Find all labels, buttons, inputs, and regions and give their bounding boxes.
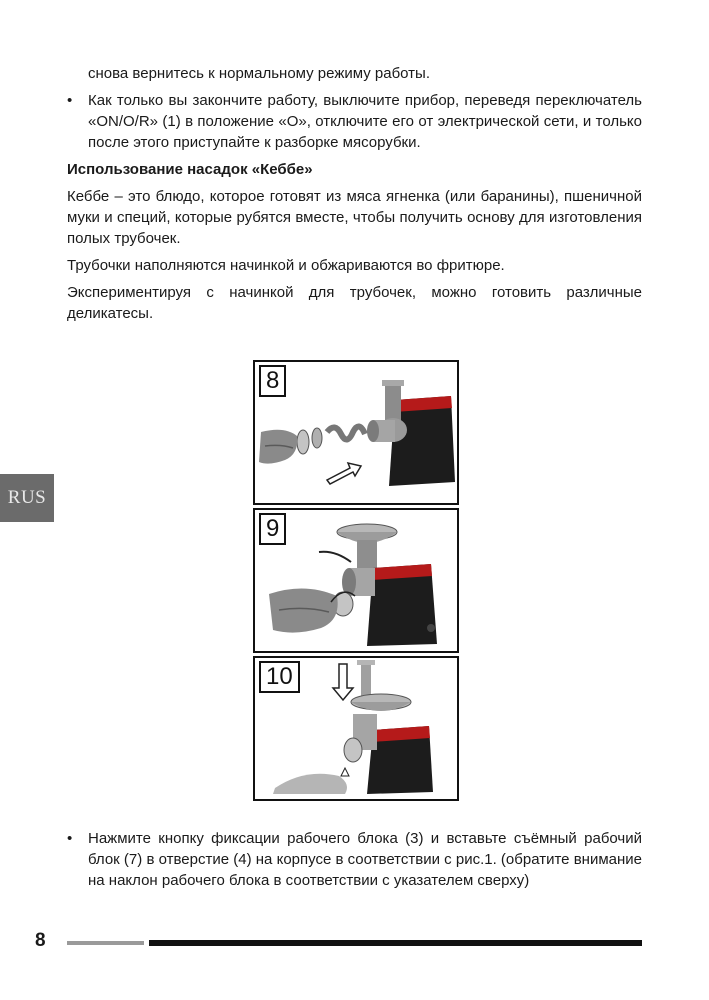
- footer-rule-gray: [67, 941, 144, 945]
- assembly-figure: [253, 360, 459, 801]
- paragraph-frying: Трубочки наполняются начинкой и обжариваются во фритюре.: [67, 257, 505, 274]
- footer-rule-black: [149, 940, 642, 946]
- bullet-item-insert-block: [67, 828, 642, 891]
- language-tab-label: RUS: [7, 487, 47, 508]
- figure-panel-step-9: [253, 508, 459, 653]
- figure-panel-step-10: [253, 656, 459, 801]
- language-tab: [0, 474, 54, 522]
- bullet-dot: •: [67, 92, 73, 109]
- step-number-badge: 8: [259, 365, 286, 397]
- section-heading: Использование насадок «Кеббе»: [67, 161, 313, 178]
- step-number-badge: 10: [259, 661, 300, 693]
- figure-panel-step-8: [253, 360, 459, 505]
- text-block-bottom: [67, 828, 642, 891]
- paragraph-experiment: Экспериментируя с начинкой для трубочек, можно готовить различные деликатесы.: [67, 284, 642, 322]
- paragraph-kebbe-description: Кеббе – это блюдо, которое готовят из мяса ягненка (или баранины), пшеничной муки и специй, которые рубятся вместе, чтобы получить основу для изготовления полых трубочек.: [67, 188, 642, 247]
- bullet-text: Нажмите кнопку фиксации рабочего блока (3) и вставьте съёмный рабочий блок (7) в отверстие (4) на корпусе в соответствии с рис.1. (обратите внимание на наклон рабочего блока в соответствии с указателем сверху): [88, 830, 642, 889]
- bullet-item-switch-off: [67, 90, 642, 153]
- step-number-badge: 9: [259, 513, 286, 545]
- bullet-dot: •: [67, 830, 73, 847]
- page-number: 8: [35, 930, 46, 951]
- text-block-top: [67, 63, 642, 324]
- bullet-text: Как только вы закончите работу, выключите прибор, переведя переключатель «ON/O/R» (1) в положение «O», отключите его от электрической сети, и только после этого приступайте к разборке мясорубки.: [88, 92, 642, 151]
- continuation-text: снова вернитесь к нормальному режиму работы.: [88, 65, 430, 82]
